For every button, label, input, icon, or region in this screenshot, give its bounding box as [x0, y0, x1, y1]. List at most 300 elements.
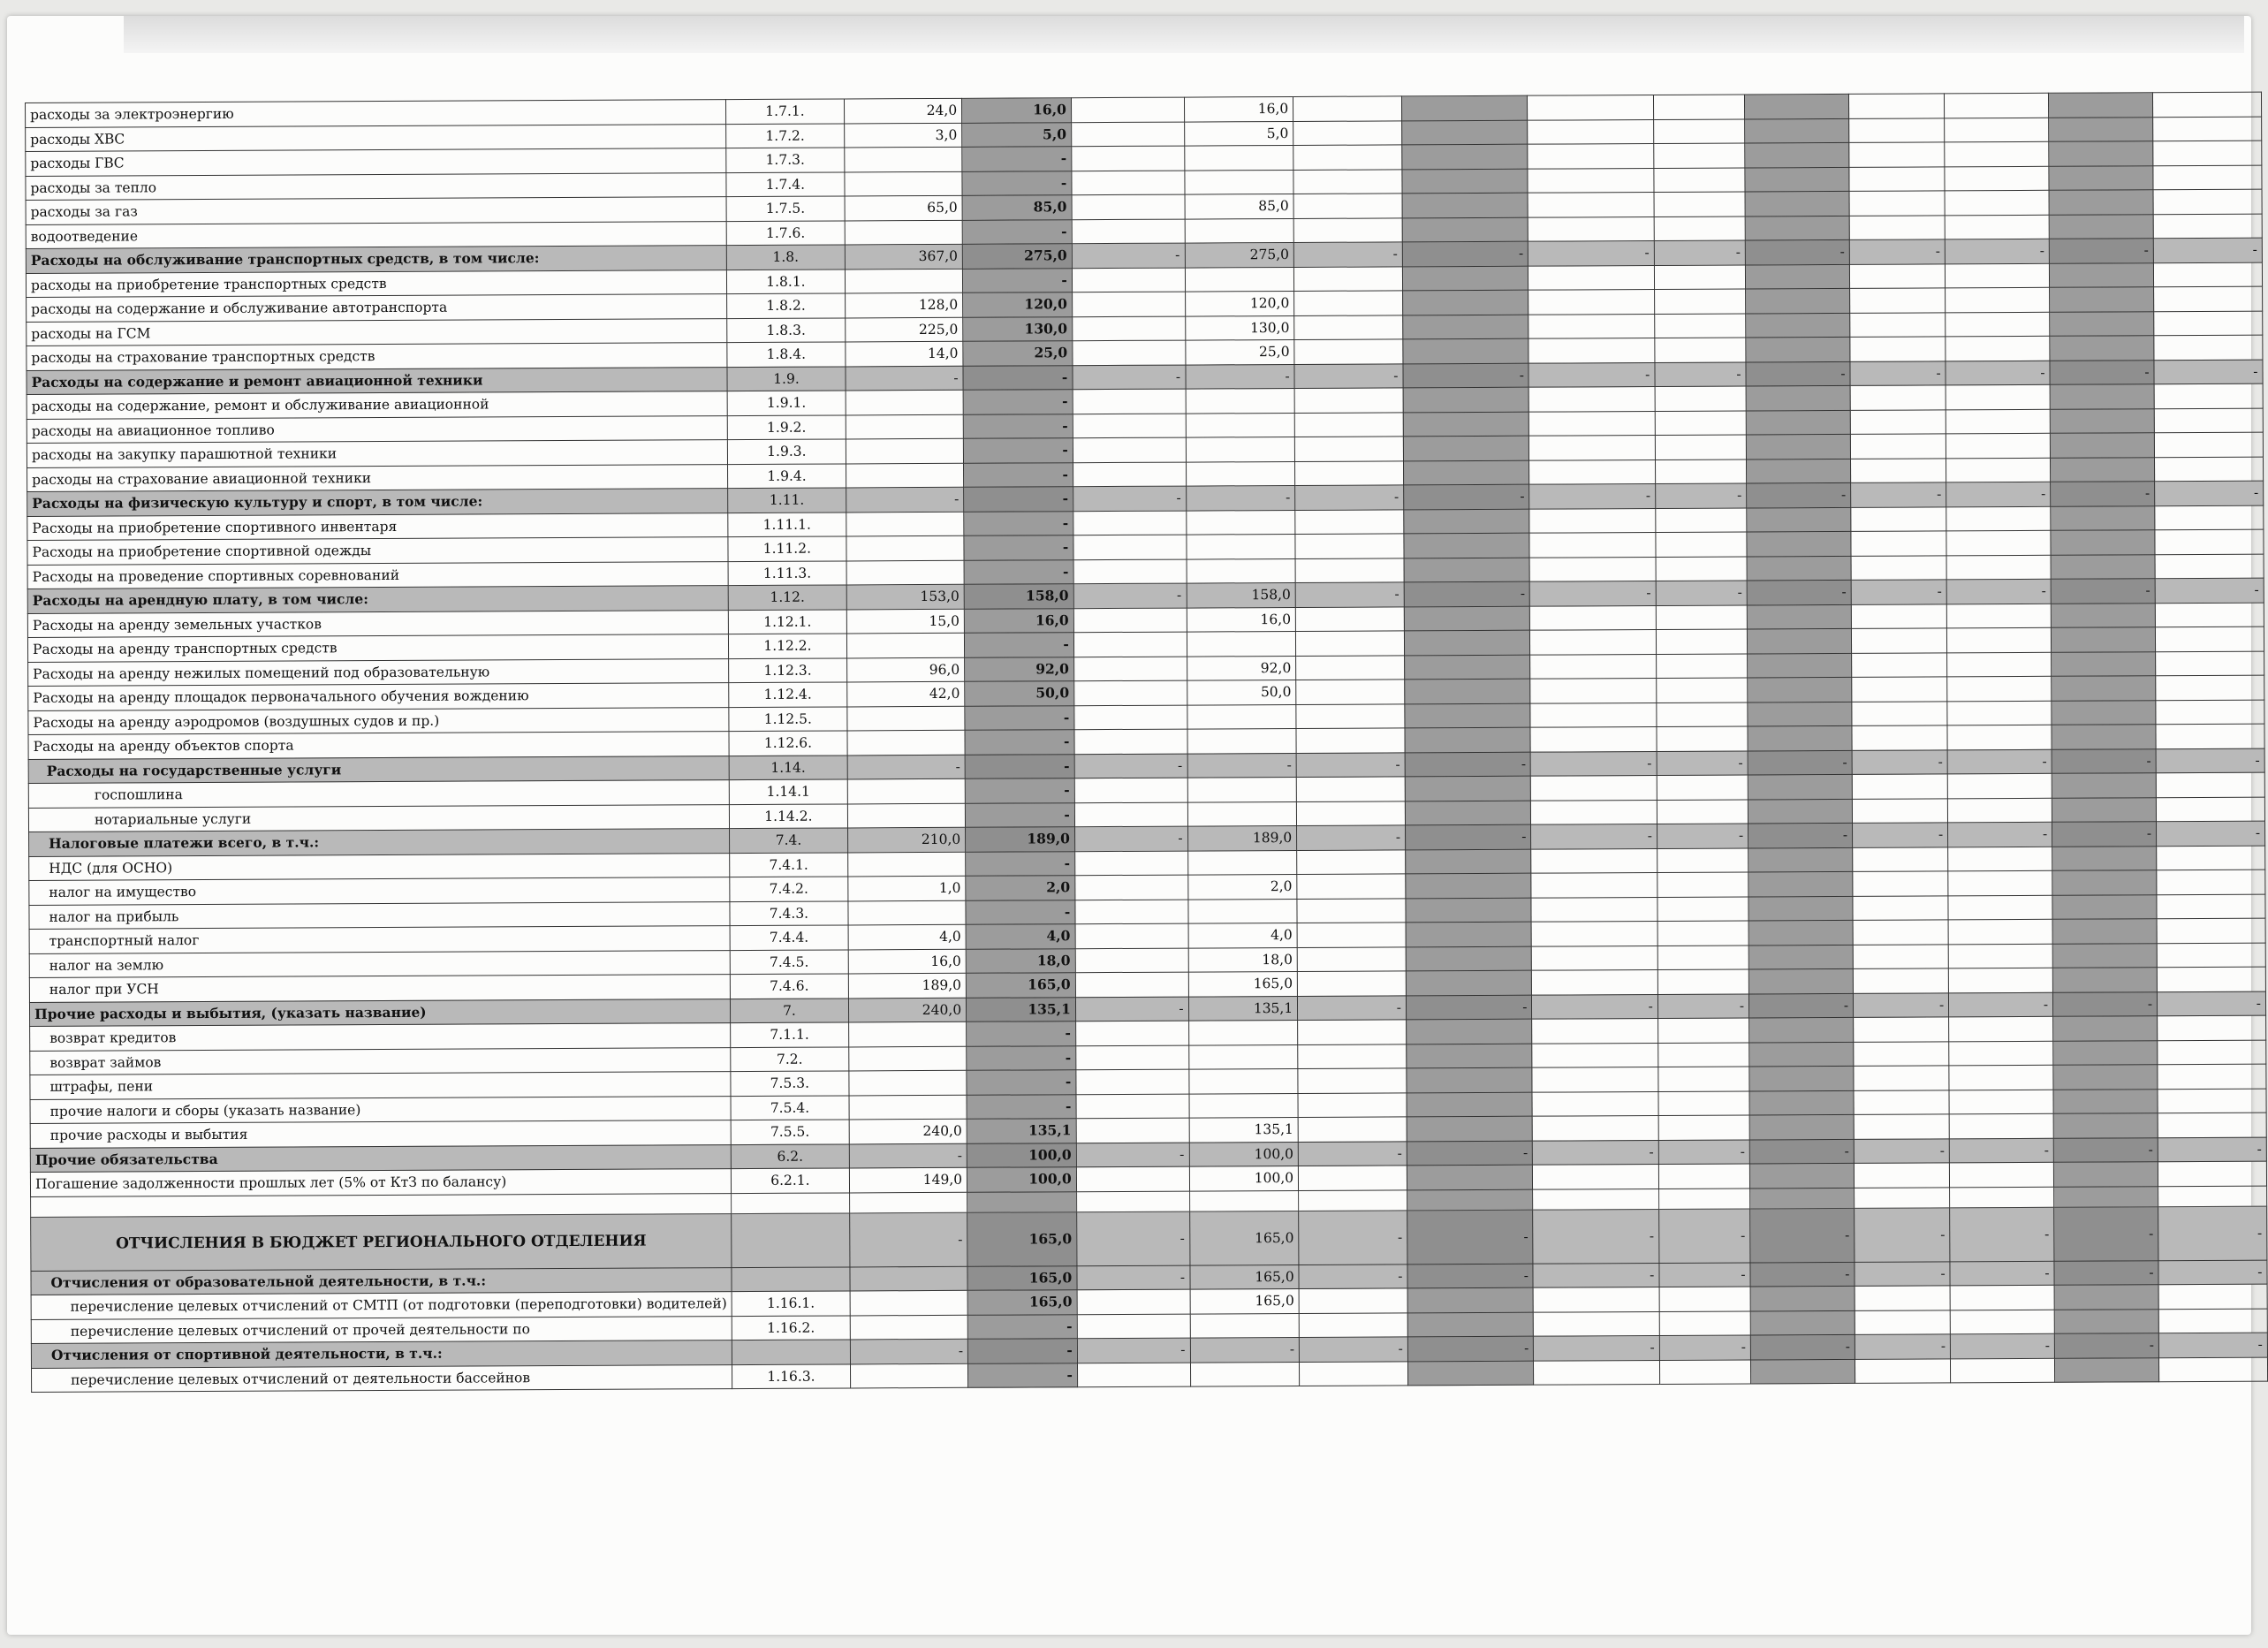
empty-cell — [2153, 165, 2262, 190]
value-col3 — [1073, 535, 1187, 559]
empty-cell: - — [1656, 581, 1747, 605]
empty-cell — [2052, 943, 2157, 968]
empty-cell — [2158, 1186, 2267, 1207]
empty-cell: - — [1855, 1207, 1950, 1262]
row-label: Погашение задолженности прошлых лет (5% от КтЗ по балансу) — [30, 1169, 731, 1196]
empty-cell — [1295, 534, 1404, 558]
empty-cell: - — [1852, 749, 1947, 774]
empty-cell — [1747, 531, 1851, 556]
empty-cell — [1405, 776, 1531, 801]
empty-cell — [1655, 410, 1746, 435]
value-prev: 189,0 — [848, 973, 967, 998]
empty-cell — [1404, 509, 1530, 534]
empty-cell: - — [1528, 362, 1655, 387]
value-plan: - — [965, 754, 1074, 778]
value-prev — [844, 147, 962, 171]
value-prev: 24,0 — [844, 98, 962, 123]
row-label: расходы на содержание, ремонт и обслуживание авиационной — [27, 391, 727, 419]
empty-cell: - — [1947, 749, 2052, 774]
value-col4: 5,0 — [1184, 121, 1293, 146]
value-prev: - — [847, 755, 966, 779]
value-col3: - — [1077, 1338, 1190, 1363]
empty-cell — [2154, 286, 2263, 311]
empty-cell — [1946, 409, 2050, 434]
value-col3 — [1072, 171, 1185, 195]
value-col4 — [1187, 728, 1297, 753]
empty-cell — [1529, 386, 1656, 411]
empty-cell: - — [1657, 993, 1748, 1018]
empty-cell: - — [1405, 752, 1531, 777]
empty-cell — [1532, 1091, 1658, 1116]
value-col3: - — [1076, 1143, 1189, 1167]
empty-cell — [2154, 432, 2263, 457]
empty-cell — [1528, 168, 1654, 193]
empty-cell — [1851, 458, 1946, 482]
empty-cell: - — [1533, 1140, 1659, 1165]
empty-cell — [1528, 265, 1655, 290]
empty-cell — [2158, 1284, 2267, 1309]
row-code: 7.5.4. — [731, 1095, 849, 1120]
empty-cell — [1950, 1285, 2054, 1310]
empty-cell — [1658, 1164, 1749, 1189]
row-label: прочие расходы и выбытия — [30, 1120, 731, 1148]
empty-cell: - — [1750, 1262, 1855, 1287]
empty-cell — [1746, 337, 1850, 361]
empty-cell — [1298, 1020, 1407, 1044]
value-col4 — [1185, 267, 1294, 292]
row-code: 1.16.3. — [732, 1363, 851, 1388]
empty-cell — [1403, 290, 1529, 315]
value-col4 — [1189, 1190, 1299, 1211]
empty-cell — [1296, 655, 1405, 680]
row-code: 1.7.1. — [726, 99, 845, 124]
empty-cell: - — [1407, 1336, 1534, 1361]
empty-cell: - — [1533, 1263, 1659, 1287]
empty-cell — [1657, 921, 1748, 946]
value-plan: 189,0 — [966, 827, 1075, 852]
value-col4: 165,0 — [1190, 1288, 1300, 1313]
row-label: расходы ГВС — [26, 148, 726, 176]
empty-cell — [1403, 315, 1529, 339]
empty-cell — [1298, 1044, 1407, 1068]
value-prev — [845, 220, 963, 245]
empty-cell — [1531, 872, 1657, 897]
empty-cell — [2052, 651, 2156, 676]
empty-cell — [1657, 775, 1748, 800]
empty-cell — [1656, 604, 1747, 629]
value-prev — [849, 1070, 967, 1095]
row-code: 1.9.1. — [727, 391, 846, 415]
value-prev — [850, 1290, 968, 1315]
empty-cell — [1405, 655, 1531, 680]
empty-cell — [1746, 410, 1850, 435]
empty-cell — [1403, 338, 1529, 363]
empty-cell — [1294, 388, 1403, 413]
value-col4: 18,0 — [1188, 947, 1298, 972]
empty-cell — [1293, 96, 1402, 121]
empty-cell: - — [1949, 992, 2053, 1017]
value-plan: - — [965, 730, 1074, 755]
value-plan: 165,0 — [967, 1265, 1077, 1290]
empty-cell — [1948, 919, 2052, 944]
value-prev — [847, 730, 966, 755]
row-code: 7. — [731, 998, 849, 1022]
empty-cell — [1657, 847, 1748, 872]
empty-cell — [1947, 652, 2052, 677]
empty-cell — [2155, 505, 2264, 530]
value-col3: - — [1074, 826, 1187, 851]
row-code: 1.11. — [728, 488, 846, 513]
value-plan: 130,0 — [963, 316, 1073, 341]
empty-cell: - — [1749, 993, 1854, 1018]
value-plan: - — [963, 268, 1073, 292]
empty-cell — [2155, 457, 2264, 482]
row-code: 7.4.6. — [730, 974, 848, 999]
row-code: 7.5.5. — [731, 1120, 849, 1144]
value-col3 — [1075, 923, 1188, 948]
row-code: 7.4.3. — [730, 900, 848, 925]
empty-cell — [1298, 1068, 1407, 1093]
empty-cell — [1528, 314, 1655, 338]
value-col4: 165,0 — [1189, 1211, 1299, 1265]
empty-cell — [1656, 653, 1747, 678]
empty-cell — [1950, 1162, 2054, 1187]
empty-cell — [1407, 1019, 1533, 1044]
row-label: Расходы на государственные услуги — [28, 756, 729, 783]
value-col3 — [1076, 1069, 1189, 1094]
table-body — [26, 92, 2268, 1392]
empty-cell — [2051, 457, 2155, 482]
value-col3: - — [1077, 1265, 1190, 1290]
empty-cell — [1657, 1018, 1748, 1043]
empty-cell — [1402, 217, 1528, 242]
value-col3 — [1072, 292, 1185, 316]
value-plan: - — [966, 851, 1075, 876]
value-col4: 85,0 — [1185, 194, 1294, 218]
empty-cell — [1853, 944, 1948, 968]
empty-cell — [2157, 967, 2265, 991]
value-col4: 4,0 — [1188, 923, 1298, 947]
empty-cell: - — [1745, 239, 1849, 264]
row-code: 1.7.2. — [726, 123, 845, 148]
empty-cell — [1945, 215, 2049, 239]
value-prev: - — [846, 487, 964, 512]
empty-cell — [1656, 629, 1747, 654]
empty-cell — [1746, 313, 1850, 338]
empty-cell — [1657, 678, 1748, 702]
empty-cell: - — [2158, 1137, 2266, 1162]
value-col4 — [1187, 704, 1296, 729]
empty-cell — [1748, 799, 1852, 824]
value-col4 — [1186, 510, 1295, 535]
empty-cell: - — [2153, 238, 2262, 262]
row-label: Отчисления от спортивной деятельности, в т.ч.: — [31, 1340, 732, 1368]
value-plan: - — [965, 705, 1074, 730]
empty-cell — [2158, 1089, 2266, 1113]
empty-cell — [1534, 1360, 1660, 1385]
value-prev — [846, 512, 964, 536]
row-label: НДС (для ОСНО) — [29, 853, 730, 880]
value-plan: 165,0 — [967, 1211, 1077, 1266]
empty-cell: - — [1946, 482, 2051, 506]
empty-cell — [1293, 120, 1402, 145]
empty-cell — [1297, 946, 1406, 971]
empty-cell — [2153, 92, 2262, 117]
empty-cell — [2155, 603, 2264, 627]
empty-cell — [1297, 801, 1406, 825]
empty-cell — [1748, 920, 1853, 945]
value-col4 — [1185, 218, 1294, 243]
empty-cell — [2156, 797, 2264, 822]
value-plan: 92,0 — [965, 657, 1074, 681]
empty-cell — [1658, 1067, 1749, 1091]
value-plan: - — [967, 1339, 1077, 1363]
empty-cell — [1748, 653, 1852, 678]
empty-cell: - — [1849, 239, 1945, 264]
value-plan: 135,1 — [967, 1119, 1076, 1143]
empty-cell: - — [1531, 824, 1657, 848]
row-label: транспортный налог — [29, 926, 730, 953]
row-label: расходы на закупку парашютной техники — [27, 440, 727, 467]
empty-cell: - — [2158, 1206, 2267, 1261]
empty-cell — [1532, 969, 1658, 994]
value-col4 — [1186, 413, 1295, 437]
row-code: 1.12.5. — [729, 706, 847, 731]
empty-cell: - — [1747, 580, 1851, 604]
row-code: 6.2. — [731, 1143, 849, 1168]
empty-cell — [1654, 216, 1745, 240]
empty-cell: - — [1658, 1139, 1749, 1164]
value-col4 — [1188, 1068, 1298, 1093]
empty-cell — [2051, 505, 2155, 530]
empty-cell — [1948, 847, 2052, 871]
value-prev: 1,0 — [848, 876, 967, 900]
value-prev — [846, 560, 965, 585]
empty-cell — [1850, 385, 1946, 410]
row-label: Расходы на аренду аэродромов (воздушных судов и пр.) — [28, 707, 729, 734]
empty-cell — [2049, 214, 2153, 239]
empty-cell — [2154, 384, 2263, 408]
empty-cell — [1745, 167, 1849, 192]
empty-cell — [1851, 604, 1946, 628]
empty-cell — [2053, 1089, 2158, 1113]
empty-cell — [1294, 315, 1403, 339]
value-col3 — [1077, 1289, 1190, 1314]
empty-cell — [2053, 1113, 2158, 1138]
value-col3 — [1072, 219, 1185, 244]
empty-cell — [1407, 1165, 1533, 1189]
empty-cell — [2051, 530, 2155, 555]
empty-cell — [1654, 289, 1745, 314]
empty-cell — [1406, 970, 1532, 995]
row-label: расходы за тепло — [26, 172, 726, 200]
value-col3 — [1077, 1314, 1190, 1339]
empty-cell — [2050, 384, 2154, 409]
row-label: Расходы на физическую культуру и спорт, в том числе: — [27, 489, 728, 516]
empty-cell — [2053, 1016, 2158, 1041]
empty-cell — [1530, 605, 1657, 630]
empty-cell — [1296, 728, 1405, 753]
empty-cell — [1656, 532, 1747, 557]
row-code — [732, 1212, 850, 1267]
value-col3 — [1075, 900, 1188, 924]
value-plan: 275,0 — [962, 244, 1072, 269]
empty-cell: - — [1405, 824, 1531, 849]
empty-cell: - — [1853, 823, 1948, 847]
row-label: перечисление целевых отчислений от деятельности бассейнов — [31, 1364, 732, 1392]
empty-cell — [1950, 1310, 2054, 1334]
empty-cell — [1748, 628, 1852, 653]
empty-cell — [1533, 1287, 1659, 1311]
value-col3: - — [1073, 583, 1187, 608]
empty-cell — [1851, 555, 1946, 580]
empty-cell — [1855, 1187, 1950, 1208]
empty-cell — [1299, 1166, 1407, 1190]
row-code: 1.7.3. — [726, 148, 845, 172]
value-col4: 135,1 — [1188, 996, 1298, 1021]
empty-cell — [1746, 434, 1850, 459]
empty-cell — [1405, 703, 1531, 728]
empty-cell: - — [1749, 1139, 1854, 1164]
empty-cell: - — [1533, 1209, 1659, 1264]
empty-cell — [1951, 1358, 2055, 1383]
empty-cell — [1748, 871, 1853, 896]
empty-cell — [1402, 120, 1528, 145]
row-code: 1.12.6. — [729, 731, 847, 756]
empty-cell: - — [1294, 363, 1403, 388]
empty-cell: - — [1530, 581, 1657, 605]
empty-cell — [2157, 918, 2265, 943]
empty-cell — [1749, 1090, 1854, 1115]
empty-cell: - — [1299, 1264, 1407, 1288]
row-code: 1.8.2. — [727, 293, 846, 318]
empty-cell: - — [2051, 482, 2155, 506]
empty-cell — [1748, 847, 1853, 872]
empty-cell — [1655, 386, 1746, 411]
empty-cell — [1528, 216, 1655, 241]
value-col4 — [1184, 170, 1293, 194]
value-col4 — [1188, 1044, 1298, 1069]
empty-cell — [1745, 94, 1849, 118]
empty-cell — [1855, 1286, 1950, 1310]
row-label: налог на имущество — [29, 877, 730, 905]
empty-cell — [1851, 531, 1946, 556]
empty-cell — [2158, 1113, 2266, 1137]
value-col4 — [1188, 1020, 1298, 1044]
empty-cell — [1849, 263, 1945, 288]
empty-cell — [1748, 896, 1853, 921]
empty-cell — [1296, 777, 1405, 801]
empty-cell — [1849, 215, 1945, 239]
row-label: налог на землю — [29, 950, 730, 977]
empty-cell — [1531, 775, 1657, 800]
empty-cell — [1947, 676, 2052, 701]
empty-cell — [1948, 870, 2052, 895]
value-plan: - — [967, 1094, 1076, 1119]
value-prev: 4,0 — [848, 924, 967, 949]
empty-cell — [1946, 312, 2050, 337]
value-col3 — [1073, 511, 1187, 535]
empty-cell: - — [1655, 361, 1746, 386]
row-label: Расходы на приобретение спортивной одежды — [27, 537, 728, 565]
empty-cell — [1853, 895, 1948, 920]
empty-cell — [1293, 145, 1402, 170]
empty-cell — [1747, 507, 1851, 532]
value-col4: 92,0 — [1187, 656, 1296, 680]
empty-cell — [2052, 700, 2156, 725]
value-col3 — [1072, 194, 1185, 219]
value-plan: - — [963, 365, 1073, 390]
row-label: нотариальные услуги — [28, 804, 729, 832]
empty-cell — [1654, 143, 1745, 168]
value-col4: - — [1186, 364, 1295, 389]
value-plan: 120,0 — [963, 292, 1073, 317]
empty-cell — [2054, 1309, 2158, 1333]
value-col3 — [1075, 948, 1188, 973]
value-plan: - — [968, 1363, 1078, 1387]
value-col4 — [1187, 631, 1296, 656]
value-prev: 14,0 — [846, 341, 964, 366]
row-label: расходы на содержание и обслуживание автотранспорта — [27, 294, 727, 322]
value-col4: 275,0 — [1185, 242, 1294, 267]
empty-cell — [2159, 1357, 2268, 1382]
empty-cell — [1402, 193, 1528, 217]
empty-cell: - — [1403, 363, 1529, 388]
empty-cell — [1946, 530, 2051, 555]
value-col4 — [1187, 801, 1297, 826]
empty-cell — [1654, 167, 1745, 192]
empty-cell — [1659, 1359, 1750, 1384]
empty-cell — [1406, 873, 1532, 898]
row-code: 6.2.1. — [732, 1168, 850, 1193]
row-label: возврат займов — [30, 1047, 731, 1075]
empty-cell — [1851, 506, 1946, 531]
row-label: прочие налоги и сборы (указать название) — [30, 1096, 731, 1123]
empty-cell: - — [1853, 992, 1948, 1017]
row-label: расходы за газ — [26, 197, 726, 224]
empty-cell: - — [1404, 484, 1530, 509]
row-code: 7.4. — [730, 828, 848, 853]
value-col3 — [1073, 632, 1187, 657]
value-plan: 135,1 — [967, 997, 1076, 1021]
empty-cell — [2155, 529, 2264, 554]
empty-cell — [2052, 773, 2156, 798]
empty-cell — [1854, 1066, 1949, 1090]
row-label: Расходы на аренду площадок первоначального обучения вождению — [28, 683, 729, 710]
empty-cell: - — [2052, 822, 2157, 847]
empty-cell — [1657, 872, 1748, 897]
empty-cell — [2155, 554, 2264, 579]
empty-cell — [1747, 459, 1851, 483]
empty-cell — [1849, 166, 1945, 191]
row-label: Расходы на проведение спортивных соревнований — [27, 561, 728, 589]
row-code: 7.4.2. — [730, 877, 848, 901]
empty-cell — [1750, 1286, 1855, 1310]
value-prev — [849, 1192, 967, 1213]
row-code: 1.14.2. — [729, 803, 847, 828]
empty-cell — [2156, 675, 2264, 700]
empty-cell — [1653, 118, 1744, 143]
value-prev — [850, 1363, 968, 1388]
row-label: Расходы на аренду нежилых помещений под образовательную — [28, 658, 729, 686]
empty-cell — [1657, 726, 1748, 751]
empty-cell: - — [2052, 748, 2156, 773]
value-prev — [845, 269, 963, 293]
row-label: Расходы на аренду транспортных средств — [27, 634, 728, 662]
row-label: ОТЧИСЛЕНИЯ В БЮДЖЕТ РЕГИОНАЛЬНОГО ОТДЕЛЕНИЯ — [31, 1213, 732, 1271]
value-col4: 16,0 — [1184, 96, 1293, 121]
value-plan: - — [964, 462, 1073, 487]
